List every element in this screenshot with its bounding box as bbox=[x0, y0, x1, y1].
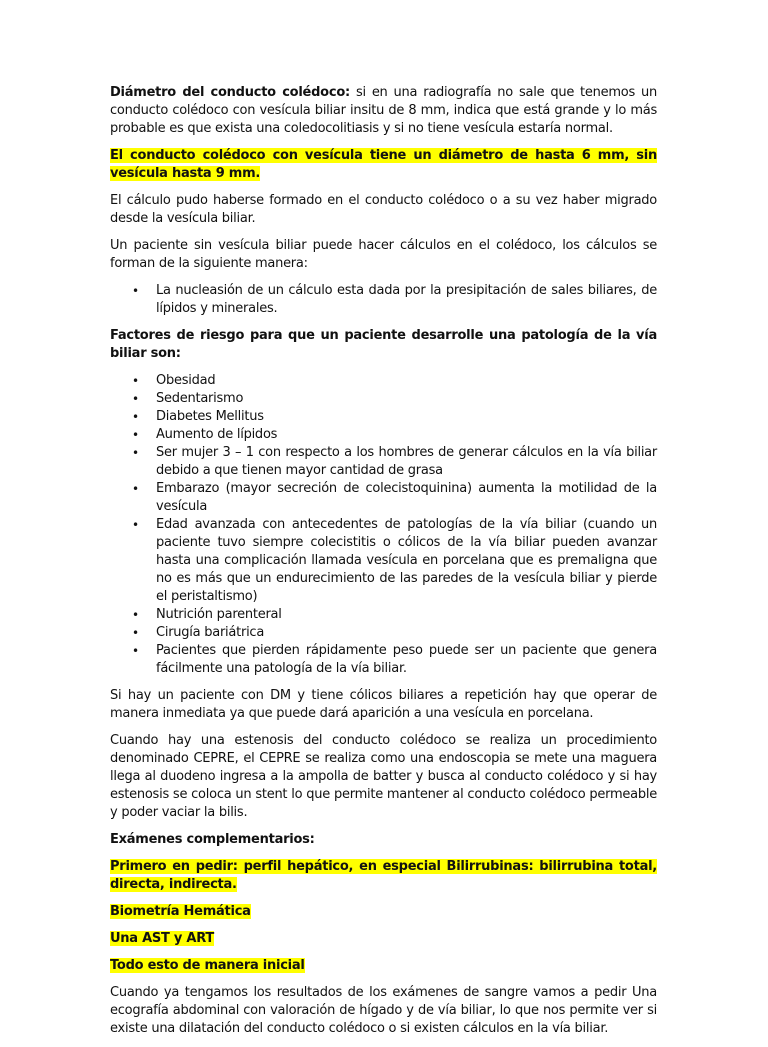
highlight-biometria bbox=[110, 903, 657, 921]
list-item-text: Sedentarismo bbox=[156, 391, 244, 406]
document-page bbox=[110, 84, 657, 1047]
list-item bbox=[110, 444, 657, 480]
list-item bbox=[110, 390, 657, 408]
highlight-first-order bbox=[110, 858, 657, 894]
bullet-list-formation bbox=[110, 282, 657, 318]
highlight-text: El conducto colédoco con vesícula tiene un diámetro de hasta 6 mm, sin vesícula hasta 9 mm. bbox=[110, 148, 657, 181]
list-item-text: La nucleasión de un cálculo esta dada por la presipitación de sales biliares, de lípidos y minerales. bbox=[156, 283, 657, 316]
highlight-diameter-note bbox=[110, 147, 657, 183]
list-item-text: Embarazo (mayor secreción de colecistoquinina) aumenta la motilidad de la vesícula bbox=[156, 481, 657, 514]
paragraph-ecografia: Cuando ya tengamos los resultados de los exámenes de sangre vamos a pedir Una ecografía abdominal con valoración de hígado y de vía biliar, lo que nos permite ver si existe una dilatación del conducto colédoco o si existen cálculos en la vía biliar. bbox=[110, 985, 657, 1036]
list-item bbox=[110, 480, 657, 516]
bullet-icon: • bbox=[132, 482, 139, 496]
list-item-text: Obesidad bbox=[156, 373, 216, 388]
paragraph-diametro bbox=[110, 84, 657, 138]
list-item bbox=[110, 408, 657, 426]
bullet-icon: • bbox=[132, 446, 139, 460]
list-item bbox=[110, 372, 657, 390]
list-item bbox=[110, 624, 657, 642]
list-item bbox=[110, 282, 657, 318]
list-item bbox=[110, 642, 657, 678]
bullet-icon: • bbox=[132, 410, 139, 424]
heading-risk-factors: Factores de riesgo para que un paciente desarrolle una patología de la vía biliar son: bbox=[110, 328, 657, 361]
paragraph-dm: Si hay un paciente con DM y tiene cólicos biliares a repetición hay que operar de manera inmediata ya que puede dará aparición a una vesícula en porcelana. bbox=[110, 688, 657, 721]
list-item bbox=[110, 516, 657, 606]
bullet-icon: • bbox=[132, 374, 139, 388]
list-item-text: Edad avanzada con antecedentes de patologías de la vía biliar (cuando un paciente tuvo siempre colecistitis o cólicos de la vía biliar pueden avanzar hasta una complicación llamada vesícula en porcelana que es premaligna que no es más que un endurecimiento de las paredes de la vesícula biliar y pierde el peristaltismo) bbox=[156, 517, 657, 604]
paragraph-diametro-text: si en una radiografía no sale que tenemos un conducto colédoco con vesícula biliar insitu de 8 mm, indica que está grande y lo más probable es que exista una coledocolitiasis y si no tiene vesícula estaría normal. bbox=[110, 85, 657, 136]
bullet-icon: • bbox=[132, 608, 139, 622]
bullet-icon: • bbox=[132, 644, 139, 658]
bullet-icon: • bbox=[132, 392, 139, 406]
bullet-icon: • bbox=[132, 518, 139, 532]
list-item-text: Nutrición parenteral bbox=[156, 607, 282, 622]
list-item bbox=[110, 606, 657, 624]
list-item-text: Ser mujer 3 – 1 con respecto a los hombres de generar cálculos en la vía biliar debido a que tienen mayor cantidad de grasa bbox=[156, 445, 657, 478]
bullet-icon: • bbox=[132, 284, 139, 298]
highlight-ast-art bbox=[110, 930, 657, 948]
list-item-text: Cirugía bariátrica bbox=[156, 625, 265, 640]
highlight-text: Primero en pedir: perfil hepático, en especial Bilirrubinas: bilirrubina total, directa, indirecta. bbox=[110, 859, 657, 892]
list-item-text: Aumento de lípidos bbox=[156, 427, 278, 442]
bullet-icon: • bbox=[132, 428, 139, 442]
bullet-icon: • bbox=[132, 626, 139, 640]
highlight-text: Todo esto de manera inicial bbox=[110, 958, 305, 973]
highlight-text: Una AST y ART bbox=[110, 931, 215, 946]
list-item bbox=[110, 426, 657, 444]
term-diametro: Diámetro del conducto colédoco: bbox=[110, 85, 350, 100]
paragraph-cepre: Cuando hay una estenosis del conducto colédoco se realiza un procedimiento denominado CEPRE, el CEPRE se realiza como una endoscopia se mete una maguera llega al duodeno ingresa a la ampolla de batter y busca al conducto colédoco y si hay estenosis se coloca un stent lo que permite mantener al conducto colédoco permeable y poder vaciar la bilis. bbox=[110, 733, 657, 820]
heading-exams: Exámenes complementarios: bbox=[110, 832, 315, 847]
paragraph-calculo: El cálculo pudo haberse formado en el conducto colédoco o a su vez haber migrado desde la vesícula biliar. bbox=[110, 193, 657, 226]
highlight-text: Biometría Hemática bbox=[110, 904, 251, 919]
paragraph-paciente: Un paciente sin vesícula biliar puede hacer cálculos en el colédoco, los cálculos se forman de la siguiente manera: bbox=[110, 238, 657, 271]
highlight-initial bbox=[110, 957, 657, 975]
list-item-text: Diabetes Mellitus bbox=[156, 409, 264, 424]
bullet-list-risk-factors bbox=[110, 372, 657, 678]
list-item-text: Pacientes que pierden rápidamente peso puede ser un paciente que genera fácilmente una patología de la vía biliar. bbox=[156, 643, 657, 676]
